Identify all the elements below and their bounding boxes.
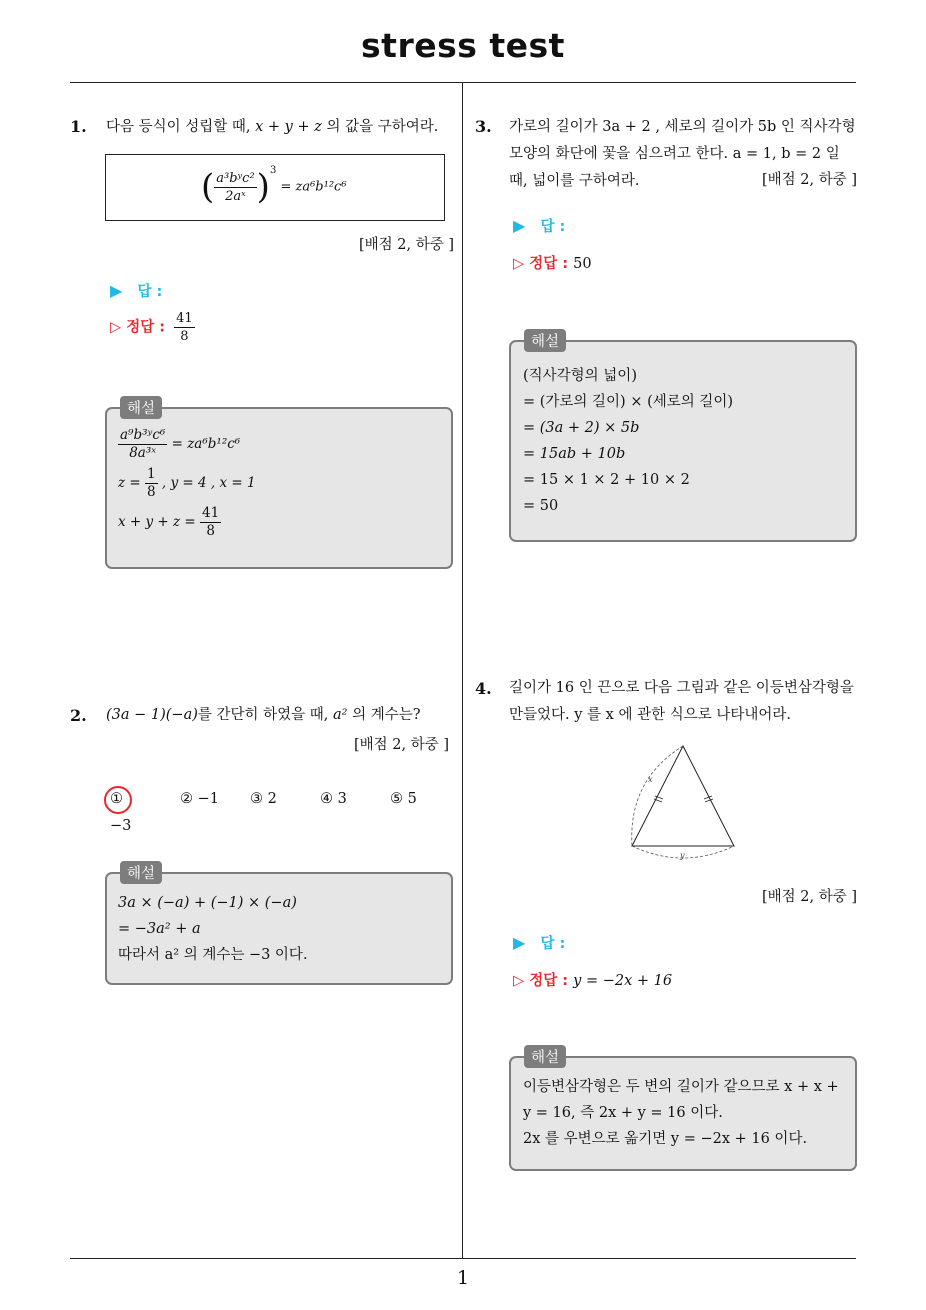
column-divider bbox=[462, 83, 463, 1259]
answer-line: ▶ 답 : bbox=[513, 933, 566, 952]
base-label: y bbox=[680, 851, 685, 860]
explanation-body: (직사각형의 넓이) = (가로의 길이) × (세로의 길이) = (3a + 2) × 5b = 15ab + 10b = 15 × 1 × 2 + 10 × 2 = 50 bbox=[523, 368, 734, 514]
answer-line: ▶ 답 : bbox=[110, 281, 163, 300]
tick-mark-right-1 bbox=[704, 796, 712, 799]
score-label: [배점 2, 하중 ] bbox=[358, 237, 454, 253]
isosceles-triangle-figure bbox=[620, 740, 750, 865]
explanation-body: 3a × (−a) + (−1) × (−a) = −3a² + a 따라서 a² 의 계수는 −3 이다. bbox=[118, 895, 308, 963]
correct-answer: ▷ 정답 : $\frac{41}{8}$ bbox=[110, 311, 193, 344]
outline-triangle-icon: ▷ bbox=[513, 973, 525, 989]
equation-box bbox=[105, 154, 445, 221]
correct-answer: ▷ 정답 : 50 bbox=[513, 256, 592, 272]
page-title: stress test bbox=[361, 26, 565, 65]
question-number: 3. bbox=[475, 117, 492, 136]
choice-4[interactable]: ④ 3 bbox=[320, 791, 347, 807]
outline-triangle-icon: ▷ bbox=[513, 256, 525, 272]
question-text: 다음 등식이 성립할 때, x + y + z 의 값을 구하여라. bbox=[106, 119, 439, 135]
header-rule bbox=[70, 82, 856, 83]
footer-rule bbox=[70, 1258, 856, 1259]
question-text: 가로의 길이가 3a + 2 , 세로의 길이가 5b 인 직사각형 모양의 화단에 꽃을 심으려고 한다. a = 1, b = 2 일 때, 넓이를 구하여라. bbox=[509, 119, 856, 189]
explanation-body: $\frac{\text{a⁹b³ʸc⁶}}{\text{8a³ˣ}}$ = za⁶b¹²c⁶ z = $\frac{1}{8}$ , y = 4 , x = 1 x + y + z = $\frac{41}{8}$ bbox=[118, 427, 256, 539]
score-label: [배점 2, 하중 ] bbox=[761, 172, 857, 188]
play-icon: ▶ bbox=[513, 933, 526, 952]
explanation-tag: 해설 bbox=[524, 1045, 566, 1068]
score-label: [배점 2, 하중 ] bbox=[761, 889, 857, 905]
choice-2[interactable]: ② −1 bbox=[180, 791, 219, 807]
equation: ( $\frac{\text{a³bʸc²}}{\text{2aˣ}}$ )$^3$ = za⁶b¹²c⁶ bbox=[201, 165, 347, 207]
score-label: [배점 2, 하중 ] bbox=[353, 737, 449, 753]
question-number: 2. bbox=[70, 706, 87, 725]
choice-5[interactable]: ⑤ 5 bbox=[390, 791, 417, 807]
explanation-tag: 해설 bbox=[120, 396, 162, 419]
explanation-body: 이등변삼각형은 두 변의 길이가 같으므로 x + x + y = 16, 즉 2x + y = 16 이다. 2x 를 우변으로 옮기면 y = −2x + 16 이다. bbox=[523, 1079, 839, 1147]
explanation-tag: 해설 bbox=[524, 329, 566, 352]
side-label: x bbox=[648, 775, 653, 784]
play-icon: ▶ bbox=[513, 216, 526, 235]
question-text: (3a − 1)(−a)를 간단히 하였을 때, a² 의 계수는? bbox=[106, 707, 421, 723]
question-number: 1. bbox=[70, 117, 87, 136]
correct-answer: ▷ 정답 : y = −2x + 16 bbox=[513, 973, 673, 989]
page-number: 1 bbox=[456, 1267, 470, 1289]
question-text: 길이가 16 인 끈으로 다음 그림과 같은 이등변삼각형을 만들었다. y 를 x 에 관한 식으로 나타내어라. bbox=[509, 680, 854, 723]
play-icon: ▶ bbox=[110, 281, 123, 300]
triangle bbox=[632, 746, 734, 846]
outline-triangle-icon: ▷ bbox=[110, 319, 122, 336]
choice-3[interactable]: ③ 2 bbox=[250, 791, 277, 807]
explanation-tag: 해설 bbox=[120, 861, 162, 884]
question-number: 4. bbox=[475, 679, 492, 698]
answer-line: ▶ 답 : bbox=[513, 216, 566, 235]
choice-1[interactable]: ① −3 bbox=[110, 791, 132, 834]
